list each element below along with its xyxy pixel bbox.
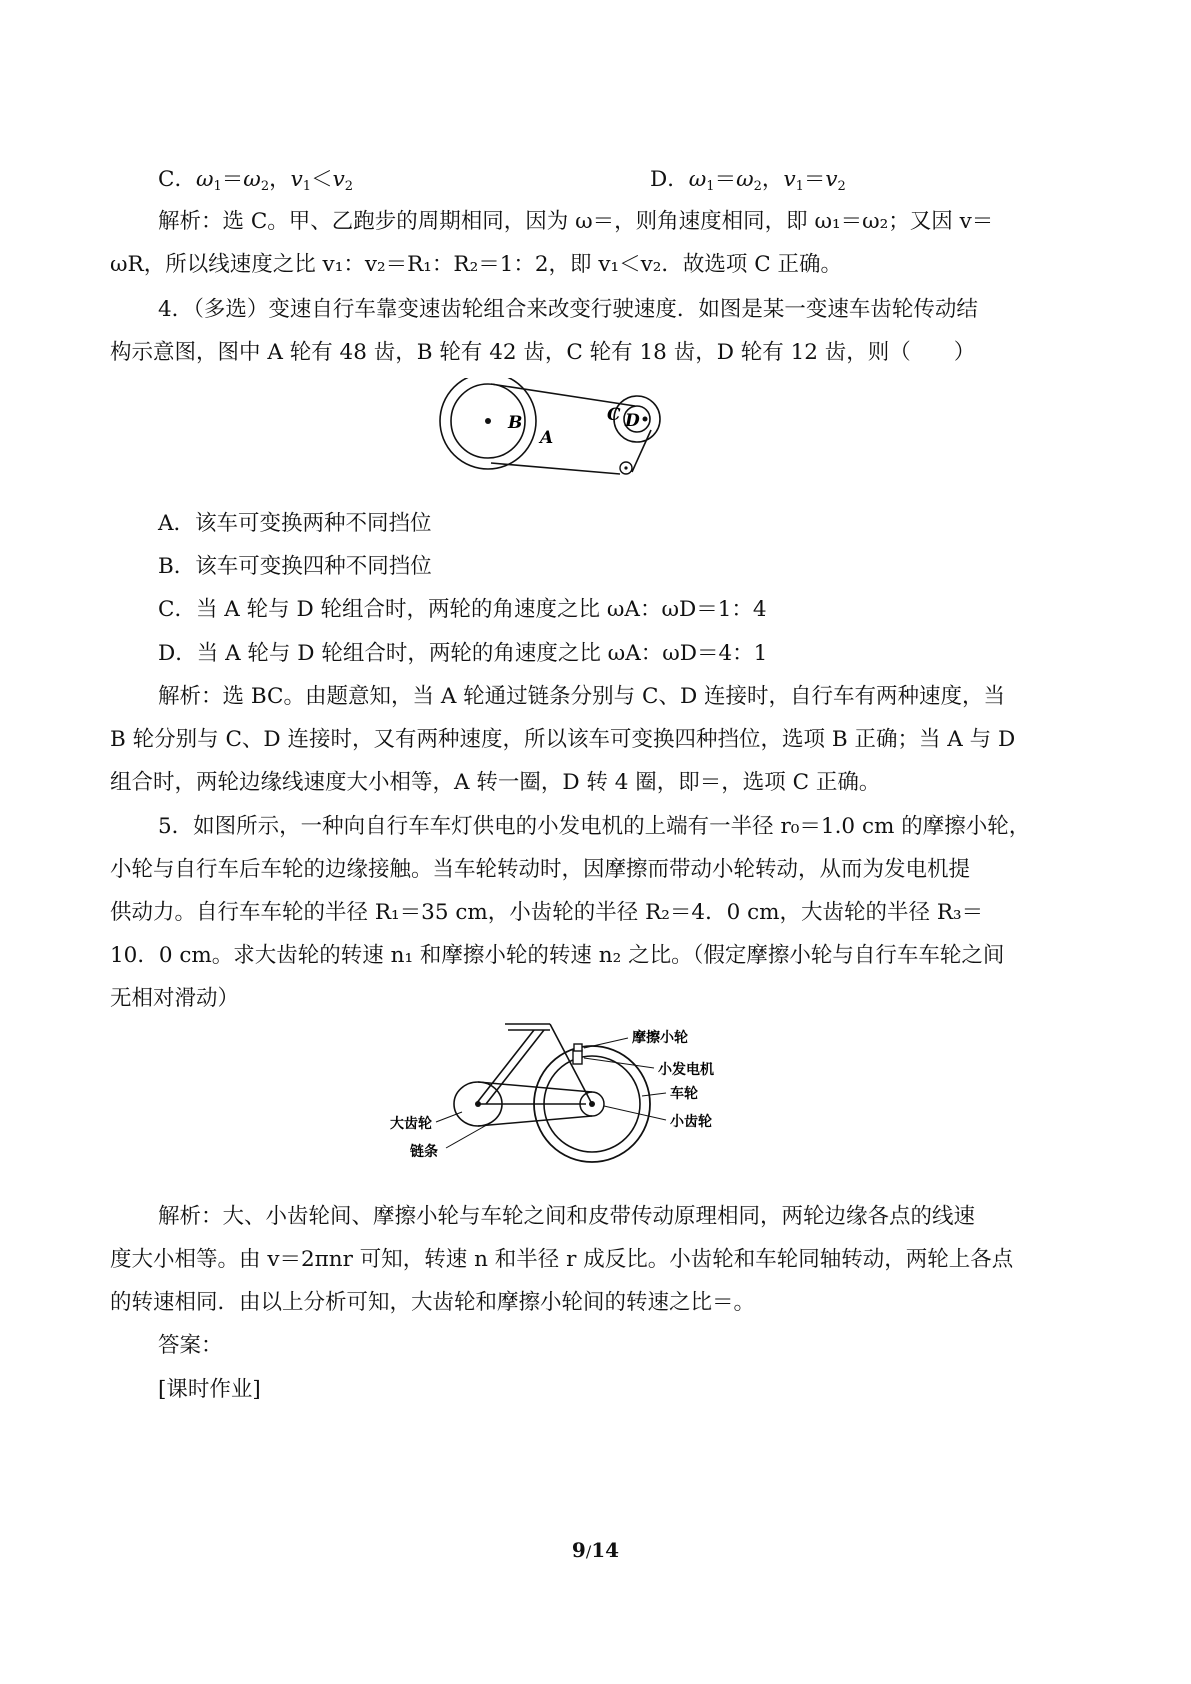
q4-option-b: B．该车可变换四种不同挡位	[158, 554, 432, 579]
q5-stem-line-1: 5．如图所示，一种向自行车车灯供电的小发电机的上端有一半径 r₀＝1.0 cm 的摩擦小轮，	[158, 814, 1031, 839]
label-b: B	[508, 413, 523, 433]
q5-stem-line-4: 10．0 cm。求大齿轮的转速 n₁ 和摩擦小轮的转速 n₂ 之比。（假定摩擦小轮与自行车车轮之间	[110, 943, 1005, 968]
q5-stem-line-5: 无相对滑动）	[110, 986, 240, 1011]
q5-analysis-line-1: 解析：大、小齿轮间、摩擦小轮与车轮之间和皮带传动原理相同，两轮边缘各点的线速	[158, 1204, 976, 1229]
label-wheel: 车轮	[670, 1086, 698, 1102]
page-number	[0, 1535, 1191, 1567]
axle-dot	[485, 418, 491, 424]
label-c: C	[607, 405, 621, 425]
q5-answer-label: 答案：	[158, 1333, 223, 1358]
q4-option-c: C．当 A 轮与 D 轮组合时，两轮的角速度之比 ωA：ωD＝1：4	[158, 597, 767, 622]
q5-analysis-line-3: 的转速相同．由以上分析可知，大齿轮和摩擦小轮间的转速之比＝。	[110, 1290, 756, 1315]
q4-analysis-line-2: B 轮分别与 C、D 连接时，又有两种速度，所以该车可变换四种挡位，选项 B 正确；当 A 与 D	[110, 727, 1016, 752]
homework-heading: [课时作业]	[158, 1377, 261, 1402]
q3-analysis-line-2: ωR，所以线速度之比 v₁：v₂＝R₁：R₂＝1：2，即 v₁＜v₂．故选项 C 正确。	[110, 252, 843, 277]
q5-analysis-line-2: 度大小相等。由 v＝2πnr 可知，转速 n 和半径 r 成反比。小齿轮和车轮同轴转动，两轮上各点	[110, 1247, 1014, 1272]
q3-option-d: D．$\omega_1=\omega_2$，$v_1=v_2$	[650, 167, 846, 194]
q4-stem-line-2: 构示意图，图中 A 轮有 48 齿，B 轮有 42 齿，C 轮有 18 齿，D 轮有 12 齿，则（ ）	[110, 340, 976, 365]
q4-stem-line-1: 4．（多选）变速自行车靠变速齿轮组合来改变行驶速度．如图是某一变速车齿轮传动结	[158, 297, 978, 322]
label-d: D	[625, 411, 640, 431]
page-current: 9	[571, 1538, 586, 1562]
q5-stem-line-3: 供动力。自行车车轮的半径 R₁＝35 cm，小齿轮的半径 R₂＝4．0 cm，大齿轮的半径 R₃＝	[110, 900, 984, 925]
q4-option-a: A．该车可变换两种不同挡位	[158, 511, 432, 536]
bicycle-diagram	[390, 1018, 730, 1168]
label-chain: 链条	[410, 1144, 438, 1160]
chain-top	[491, 384, 635, 406]
q4-analysis-line-1: 解析：选 BC。由题意知，当 A 轮通过链条分别与 C、D 连接时，自行车有两种速度，当	[158, 684, 1006, 709]
friction-wheel	[574, 1044, 582, 1051]
label-big-gear: 大齿轮	[390, 1116, 432, 1132]
label-friction-wheel: 摩擦小轮	[632, 1030, 688, 1046]
q3-analysis-line-1: 解析：选 C。甲、乙跑步的周期相同，因为 ω＝，则角速度相同，即 ω₁＝ω₂；又因 v＝	[158, 209, 994, 234]
chain-bottom	[491, 463, 620, 474]
q3-option-c: C．$\omega_1=\omega_2$，$v_1<v_2$	[158, 167, 354, 194]
label-generator: 小发电机	[658, 1062, 714, 1078]
label-a: A	[540, 428, 554, 448]
q4-analysis-line-3: 组合时，两轮边缘线速度大小相等，A 转一圈，D 转 4 圈，即＝，选项 C 正确。	[110, 770, 881, 795]
q4-option-d: D．当 A 轮与 D 轮组合时，两轮的角速度之比 ωA：ωD＝4：1	[158, 641, 768, 666]
chain-side	[632, 430, 651, 472]
generator-box	[573, 1050, 582, 1064]
page-slash: /	[585, 1542, 592, 1561]
q5-stem-line-2: 小轮与自行车后车轮的边缘接触。当车轮转动时，因摩擦而带动小轮转动，从而为发电机提	[110, 857, 971, 882]
gear-diagram	[436, 378, 676, 480]
page-total: 14	[591, 1538, 620, 1562]
label-small-gear: 小齿轮	[670, 1114, 712, 1130]
